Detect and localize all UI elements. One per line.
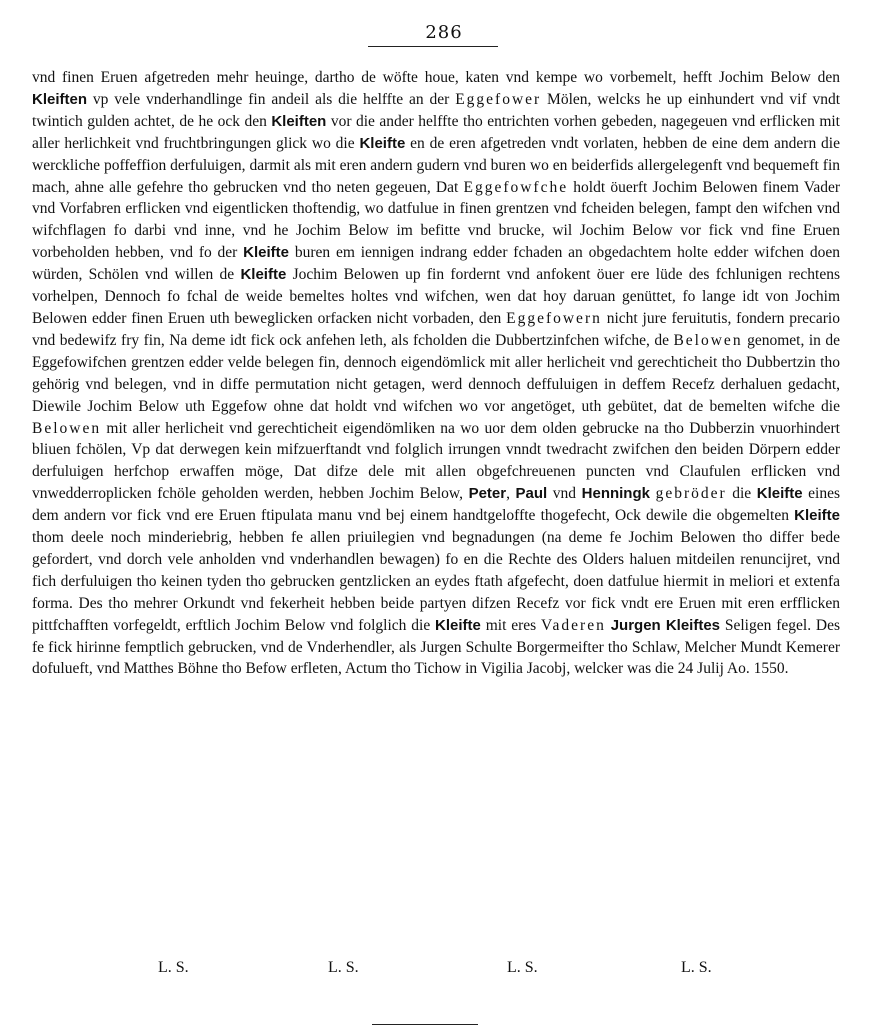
name-kleift: Kleifte [435,616,481,634]
text-run: buren em iennigen indrang edder fchaden an obgedachtem holte edder wifchen doen würden, Schölen vnd willen de [32,244,840,284]
name-peter: Peter [468,485,507,503]
text-run: vnd [547,485,582,503]
name-henningk: Henningk [581,485,650,503]
name-kleift: Kleifte [243,244,290,262]
name-kleift: Kleifte [756,485,803,503]
name-below: Belowen [673,331,743,349]
page-number: 286 [425,22,463,43]
text-run: thom deele noch minderiebrig, hebben fe allen priuilegien vnd begnadungen (na deme fe Jochim Belowen tho differ bede gefordert, vnd dorch vele anholden vnd vnderhandlen bewagen) fo en die Rechte des Olders haluen mitdeilen renuncijret, vnd fich derfuluigen tho keinen tyden tho gebrucken gentzlicken an eydes ftath afgefecht, doen datfulue hiermit in meliori et extenfa forma. Des tho mehrer Orkundt vnd fekerheit hebben beide partyen difzen Recefz vor fick vndt ere Eruen mit eren erfflicken pittfchafften vorfegeldt, erftlich Jochim Below vnd folglich die [32,529,840,634]
text-run: genomet, in de Eggefowifchen grentzen edder velde belegen fin, dennoch eigendömlick mit aller herlicheit vnd gerechticheit tho Dubbertzin tho gehörig vnd belegen, vnd in diffe permutation nicht getagen, werd dennoch deffuluigen in deffem Recefz derhaluen gedacht, Diewile Jochim Below uth Eggefow ohne dat holdt vnd wifchen wo vor angetöget, uth gebütet, dat de bemelten wifche die [32,331,840,415]
name-kleift: Kleiften [271,112,327,130]
seal-mark: L. S. [507,959,538,976]
text-run: Mölen, welcks he up einhundert vnd vif vndt twintich gulden achtet, de he ock den [32,90,840,130]
text-run: en de eren afgetreden vndt vorlaten, hebben de eine dem andern die werckliche poffeffion derfuluigen, darmit als mit eren andern gudern vnd buren wo en beiderfids allergelegenft vnd bequemeft fin mach, ahne alle gefehre tho gebrucken vnd tho neten gegeuen, Dat [32,134,840,196]
place-eggesow: Eggefowfche [463,178,569,196]
word-vaderen: Vaderen [541,616,606,634]
name-kleift: Kleifte [240,266,287,284]
text-run: vnd finen Eruen afgetreden mehr heuinge, dartho de wöfte houe, katen vnd kempe wo vorbemelt, hefft Jochim Below den [32,69,840,86]
place-eggesow: Eggefower [455,90,542,108]
name-kleift: Kleifte [359,134,406,152]
text-run: holdt öuerft Jochim Belowen finem Vader vnd Vorfabren erflicken vnd eigentlicken thoftendig, wo datfulue in finen grentzen vnd fcheiden belegen, fampt den wifchen vnd wifchflagen fo darbi vnd inne, vnd he Jochim Below im befitte vnd brucke, wil Jochim Below vor fick vnd fine Eruen vorbeholden hebben, vnd fo der [32,178,840,262]
header-rule [368,46,498,47]
word-gebroder: gebröder [655,485,727,503]
place-eggesow: Eggefowern [506,309,602,327]
name-below: Belowen [32,419,102,437]
seal-mark: L. S. [681,959,712,976]
seal-mark: L. S. [328,959,359,976]
text-run: vor die ander helffte tho entrichten vorhen gebeden, nagegeuen vnd erflicken mit aller herlichkeit vnd fruchtbringungen glick wo die [32,112,840,152]
name-kleift: Kleiften [32,90,88,108]
text-run: nicht jure feruitutis, fondern precario vnd bedewifz fry fin, Na deme idt fick ock anfehen leth, als fcholden die Dubbertzinfchen wifche, de [32,309,840,349]
name-kleift: Kleifte [794,507,840,525]
text-run: eines dem andern vor fick vnd ere Eruen ftipulata manu vnd bej einem handtgeloffte thogefecht, Ock dewile die obgemelten [32,485,841,525]
seal-mark: L. S. [158,959,189,976]
text-run: die [726,485,757,503]
text-run: Jochim Belowen up fin fordernt vnd anfokent öuer ere lüde des fchlunigen rechtens vorhelpen, Dennoch fo fchal de weide bemeltes holtes vnd wifchen, wen dat hoy daruan genüttet, fo lange idt von Jochim Belowen edder finen Eruen uth beweglicken orfacken nicht vorbaden, den [32,266,840,327]
text-run: Seligen fegel. Des fe fick hirinne femptlich gebrucken, vnd de Vnderhendler, als Jurgen Schulte Borgermeifter tho Schlaw, Melcher Mundt Kemerer dofulueft, vnd Matthes Böhne tho Befow erfleten, Actum tho Tichow in Vigilia Jacobj, welcker was die 24 Julij Ao. 1550. [32,616,841,678]
text-run: mit aller herlicheit vnd gerechticheit eigendömliken na wo uor dem olden gebrucke na tho Dubberzin vnuorhindert bliuen fchölen, Vp dat derwegen kein mifzuerftandt vnd folglich irrungen vnndt twedracht zwifchen den beiden Dörpern edder derfuluigen herfchop erwaffen möge, Dat difze dele mit allen obgefchreuenen puncten vnd Claufulen erflicken vnd vnwedderroplicken fchöle geholden werden, hebben Jochim Below, [32,419,840,503]
name-jurgen-kleift: Jurgen Kleiftes [610,616,721,634]
text-run: mit eres [480,616,542,634]
text-run: , [506,485,516,503]
footer-rule [372,1024,478,1025]
body-paragraph [32,67,840,680]
seal-row [0,959,888,983]
text-run: vp vele vnderhandlinge fin andeil als die helffte an der [87,90,456,108]
name-paul: Paul [515,485,548,503]
